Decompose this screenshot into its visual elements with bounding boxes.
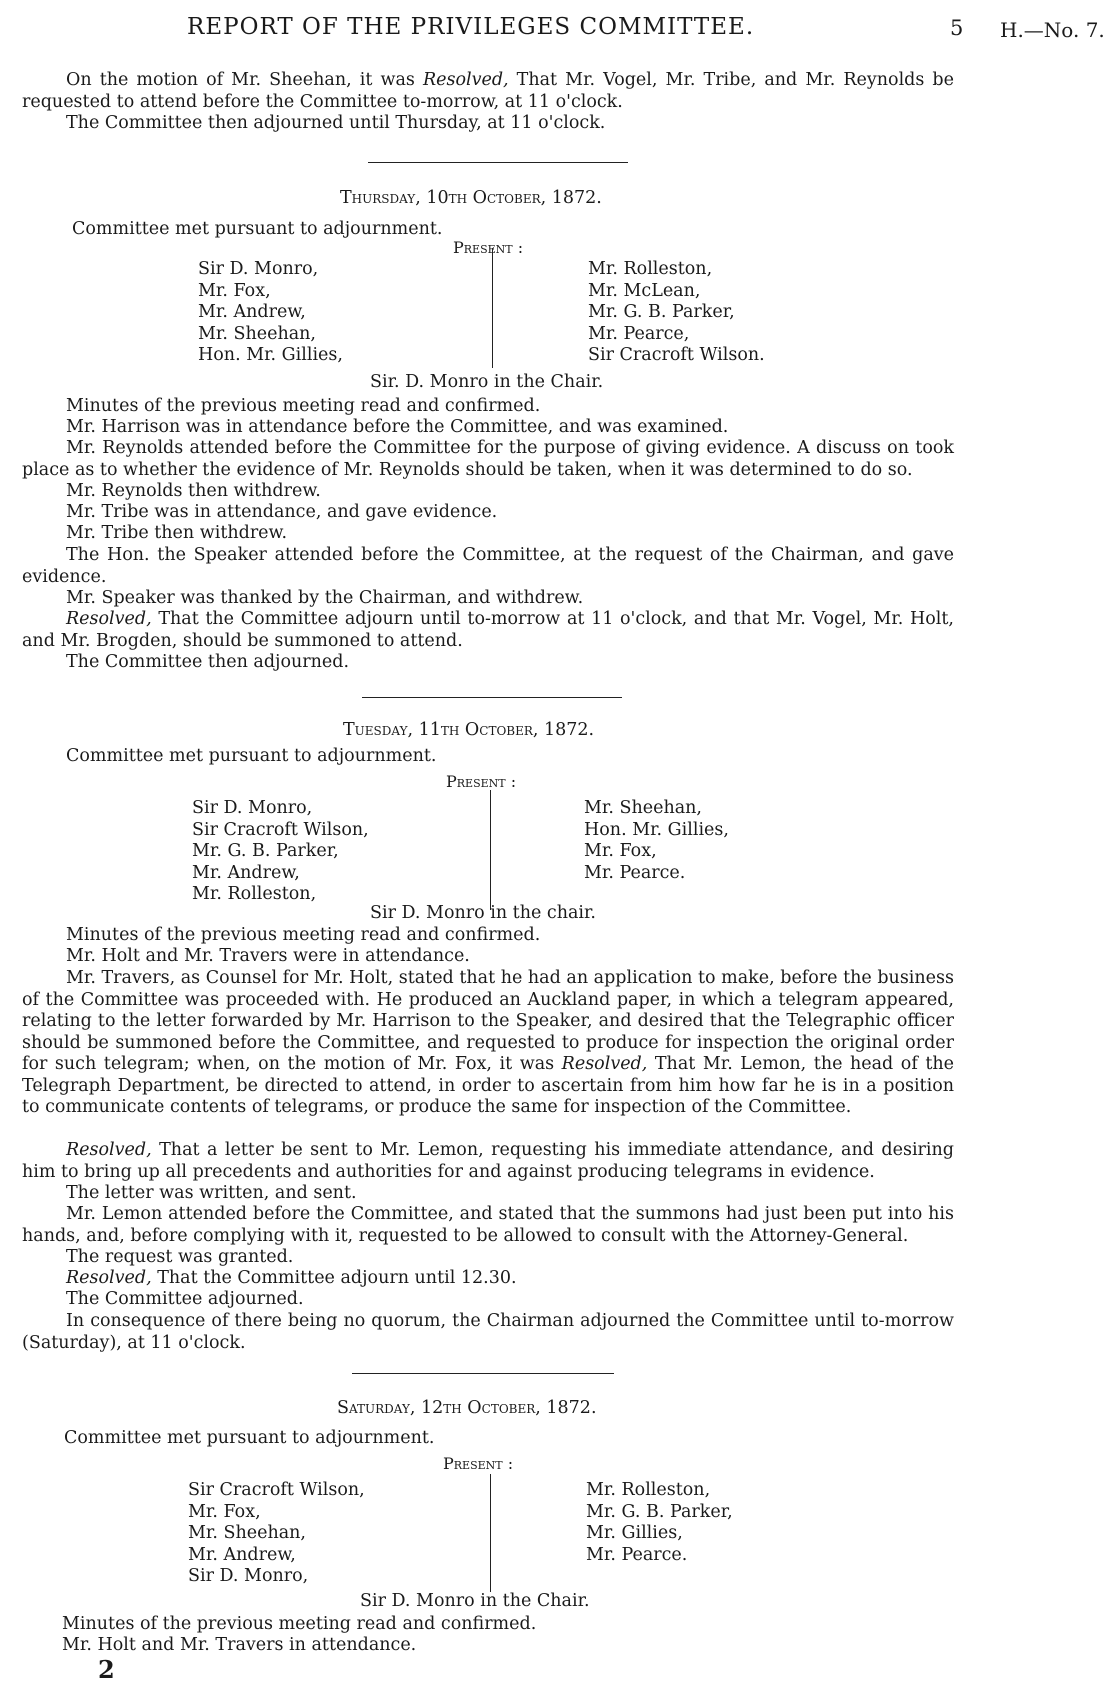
member-name: Mr. Rolleston, [588,259,713,279]
section-divider [352,1373,614,1374]
member-name: Mr. Andrew, [192,862,300,883]
minute-entry: The request was granted. [66,1247,294,1267]
member-name: Sir Cracroft Wilson, [188,1480,365,1500]
minute-entry: Mr. Travers, as Counsel for Mr. Holt, stated that he had an application to make, before the business of the Committee was proceeded with. He produced an Auckland paper, in which a telegram appeared, relating to the letter forwarded by Mr. Harrison to the Speaker, and desired that the Telegraphic officer should be summoned before the Committee, and requested to produce for inspection the original order for such telegram; when, on the motion of Mr. Fox, it was Resolved, That Mr. Lemon, the head of the Telegraph Department, be directed to attend, in order to ascertain from him how far he is in a position to communicate contents of telegrams, or produce the same for inspection of the Committee. [22,968,955,1117]
intro-motion: On the motion of Mr. Sheehan, it was Resolved, That Mr. Vogel, Mr. Tribe, and Mr. Reynolds be requested to attend before the Committee to-morrow, at 11 o'clock. [22,70,954,112]
meeting-opening: Committee met pursuant to adjournment. [72,219,443,239]
minute-entry: Resolved, That a letter be sent to Mr. Lemon, requesting his immediate attendance, and desiring him to bring up all precedents and authorities for and against producing telegrams in evidence. [22,1140,954,1182]
member-name: Hon. Mr. Gillies, [584,819,729,840]
minute-entry: The letter was written, and sent. [66,1183,357,1203]
member-name: Mr. Fox, [188,1501,261,1522]
section-divider [362,697,622,698]
minute-entry: Mr. Reynolds attended before the Committee for the purpose of giving evidence. A discuss on took place as to whether the evidence of Mr. Reynolds should be taken, when it was determined to do so. [22,438,954,480]
page-title: REPORT OF THE PRIVILEGES COMMITTEE. [187,14,755,40]
present-right-column [586,1480,733,1566]
member-name: Mr. Sheehan, [584,798,702,818]
chair-note: Sir. D. Monro in the Chair. [370,372,604,392]
member-name: Sir D. Monro, [198,259,319,279]
minute-entry: In consequence of there being no quorum, the Chairman adjourned the Committee until to-morrow (Saturday), at 11 o'clock. [22,1311,954,1353]
present-left-column [198,259,343,367]
member-name: Sir D. Monro, [188,1566,309,1586]
member-name: Hon. Mr. Gillies, [198,345,343,365]
member-name: Mr. McLean, [588,280,701,301]
minute-entry: Mr. Tribe then withdrew. [66,523,288,543]
minute-entry: Resolved, That the Committee adjourn until 12.30. [66,1268,517,1288]
section-divider [368,162,628,163]
chair-note: Sir D. Monro in the Chair. [360,1591,590,1611]
minute-entry: Minutes of the previous meeting read and confirmed. [66,925,541,945]
minute-entry: Mr. Harrison was in attendance before the Committee, and was examined. [66,417,729,437]
member-name: Mr. Andrew, [198,302,306,322]
member-name: Mr. G. B. Parker, [192,841,339,861]
signature-mark: 2 [98,1655,115,1684]
column-divider [490,1474,491,1592]
member-name: Mr. Pearce, [588,323,690,344]
intro-adjourned: The Committee then adjourned until Thursday, at 11 o'clock. [66,113,606,133]
minute-entry: Resolved, That the Committee adjourn until to-morrow at 11 o'clock, and that Mr. Vogel, Mr. Holt, and Mr. Brogden, should be summoned to attend. [22,609,954,651]
present-left-column [192,798,369,906]
member-name: Mr. Fox, [584,841,657,861]
member-name: Mr. Fox, [198,280,271,301]
present-label: Present : [453,238,524,257]
minute-entry: Mr. Tribe was in attendance, and gave evidence. [66,502,498,522]
column-divider [490,790,491,910]
minute-entry: Minutes of the previous meeting read and confirmed. [66,396,541,416]
present-label: Present : [446,772,517,791]
member-name: Sir Cracroft Wilson, [192,819,369,840]
member-name: Mr. Pearce. [584,862,686,883]
column-divider [492,248,493,368]
member-name: Mr. Rolleston, [586,1480,711,1500]
chair-note: Sir D. Monro in the chair. [370,903,596,923]
minute-entry: The Committee then adjourned. [66,652,350,672]
document-reference: H.—No. 7. [1000,18,1105,42]
member-name: Mr. Pearce. [586,1544,688,1565]
member-name: Mr. Gillies, [586,1523,683,1543]
meeting-opening: Committee met pursuant to adjournment. [66,746,437,766]
page-number: 5 [950,16,965,40]
minute-entry: Minutes of the previous meeting read and confirmed. [62,1614,537,1634]
minute-entry: Mr. Reynolds then withdrew. [66,481,321,501]
minute-entry: Mr. Speaker was thanked by the Chairman, and withdrew. [66,588,584,608]
present-right-column [588,259,765,367]
minute-entry: Mr. Lemon attended before the Committee, and stated that the summons had just been put into his hands, and, before complying with it, requested to be allowed to consult with the Attorney-General. [22,1204,954,1246]
meeting-date: Saturday, 12th October, 1872. [337,1398,597,1418]
meeting-opening: Committee met pursuant to adjournment. [64,1428,435,1448]
member-name: Mr. Rolleston, [192,884,317,904]
meeting-date: Thursday, 10th October, 1872. [340,188,602,208]
minute-entry: The Hon. the Speaker attended before the Committee, at the request of the Chairman, and gave evidence. [22,545,954,587]
member-name: Mr. Sheehan, [188,1523,306,1543]
minute-entry: Mr. Holt and Mr. Travers in attendance. [62,1635,417,1655]
present-left-column [188,1480,365,1588]
member-name: Sir Cracroft Wilson. [588,345,765,365]
minute-entry: The Committee adjourned. [66,1289,304,1309]
member-name: Sir D. Monro, [192,798,313,818]
member-name: Mr. Sheehan, [198,323,316,344]
minute-entry: Mr. Holt and Mr. Travers were in attendance. [66,946,470,966]
member-name: Mr. G. B. Parker, [588,302,735,322]
present-right-column [584,798,729,884]
member-name: Mr. Andrew, [188,1544,296,1565]
meeting-date: Tuesday, 11th October, 1872. [343,720,595,740]
present-label: Present : [443,1454,514,1473]
member-name: Mr. G. B. Parker, [586,1501,733,1522]
